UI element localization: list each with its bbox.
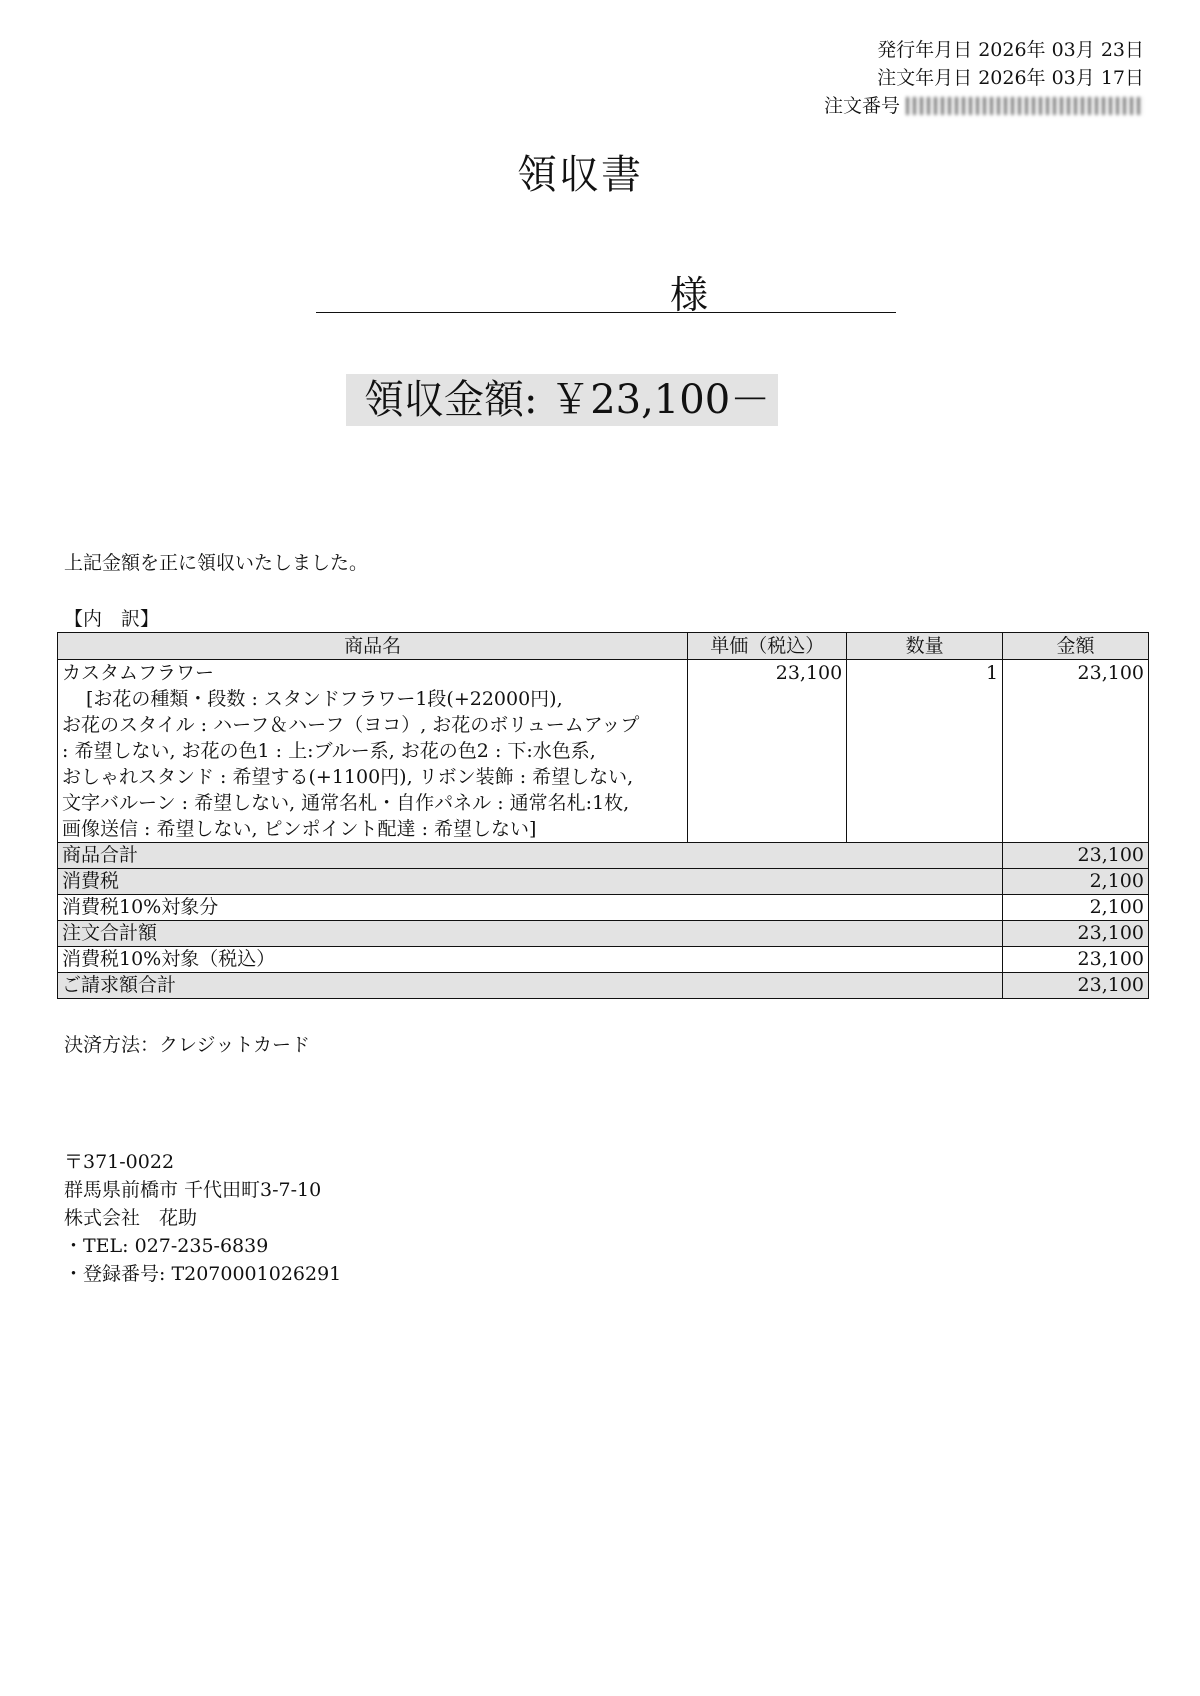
breakdown-label: 【内 訳】 [64,608,160,630]
item-option-line: 画像送信 : 希望しない, ピンポイント配達 : 希望しない] [62,818,537,840]
table-header-row [58,633,1149,660]
summary-label: 注文合計額 [58,921,1003,947]
header-unit-price: 単価（税込） [688,633,847,660]
summary-row-subtotal [58,843,1149,869]
item-unit-price: 23,100 [688,660,847,843]
summary-row-tax [58,869,1149,895]
document-title: 領収書 [517,152,643,198]
company-info [64,1148,341,1288]
summary-label: 商品合計 [58,843,1003,869]
order-number-line [824,92,1144,120]
item-option-line: 文字バルーン : 希望しない, 通常名札・自作パネル : 通常名札:1枚, [62,792,630,814]
order-date-label: 注文年月日 [877,67,973,89]
header-amount: 金額 [1003,633,1149,660]
summary-value: 23,100 [1003,843,1149,869]
order-number-label: 注文番号 [823,95,900,117]
item-option-line: おしゃれスタンド : 希望する(+1100円), リボン装飾 : 希望しない, [62,766,634,788]
summary-value: 2,100 [1003,869,1149,895]
item-amount: 23,100 [1003,660,1149,843]
item-name: カスタムフラワー [62,662,215,684]
order-number-redacted [906,97,1144,115]
order-date: 2026年 03月 17日 [978,67,1144,89]
breakdown-table [57,632,1149,999]
issue-date-label: 発行年月日 [877,39,973,61]
table-row [58,660,1149,843]
summary-label: ご請求額合計 [58,973,1003,999]
recipient-suffix: 様 [670,273,709,317]
received-note: 上記金額を正に領収いたしました。 [64,552,369,574]
summary-row-tax-target [58,895,1149,921]
payment-method: 決済方法：クレジットカード [64,1034,310,1056]
summary-label: 消費税10%対象分 [58,895,1003,921]
company-tel: ・TEL: 027-235-6839 [64,1235,269,1257]
company-postal: 〒371-0022 [64,1151,175,1173]
header-quantity: 数量 [847,633,1003,660]
summary-row-taxable-incl [58,947,1149,973]
item-option-line: [お花の種類・段数 : スタンドフラワー1段(+22000円), [86,688,563,710]
company-registration: ・登録番号: T2070001026291 [64,1263,342,1285]
issue-date: 2026年 03月 23日 [978,39,1144,61]
recipient-line [316,258,896,317]
received-amount-box [346,374,778,426]
item-description [58,660,688,843]
summary-value: 23,100 [1003,947,1149,973]
received-amount: 領収金額: ￥23,100－ [364,377,771,423]
summary-value: 23,100 [1003,973,1149,999]
summary-value: 2,100 [1003,895,1149,921]
summary-row-order-total [58,921,1149,947]
summary-label: 消費税 [58,869,1003,895]
company-address: 群馬県前橋市 千代田町3-7-10 [64,1179,322,1201]
item-option-line: お花のスタイル : ハーフ＆ハーフ（ヨコ）, お花のボリュームアップ [62,714,640,736]
item-quantity: 1 [847,660,1003,843]
company-name: 株式会社 花助 [64,1207,198,1229]
summary-row-billing-total [58,973,1149,999]
summary-label: 消費税10%対象（税込） [58,947,1003,973]
issue-date-line [824,36,1144,64]
order-date-line [824,64,1144,92]
header-product: 商品名 [58,633,688,660]
header-meta [824,36,1144,120]
summary-value: 23,100 [1003,921,1149,947]
item-option-line: : 希望しない, お花の色1 : 上:ブルー系, お花の色2 : 下:水色系, [62,740,596,762]
